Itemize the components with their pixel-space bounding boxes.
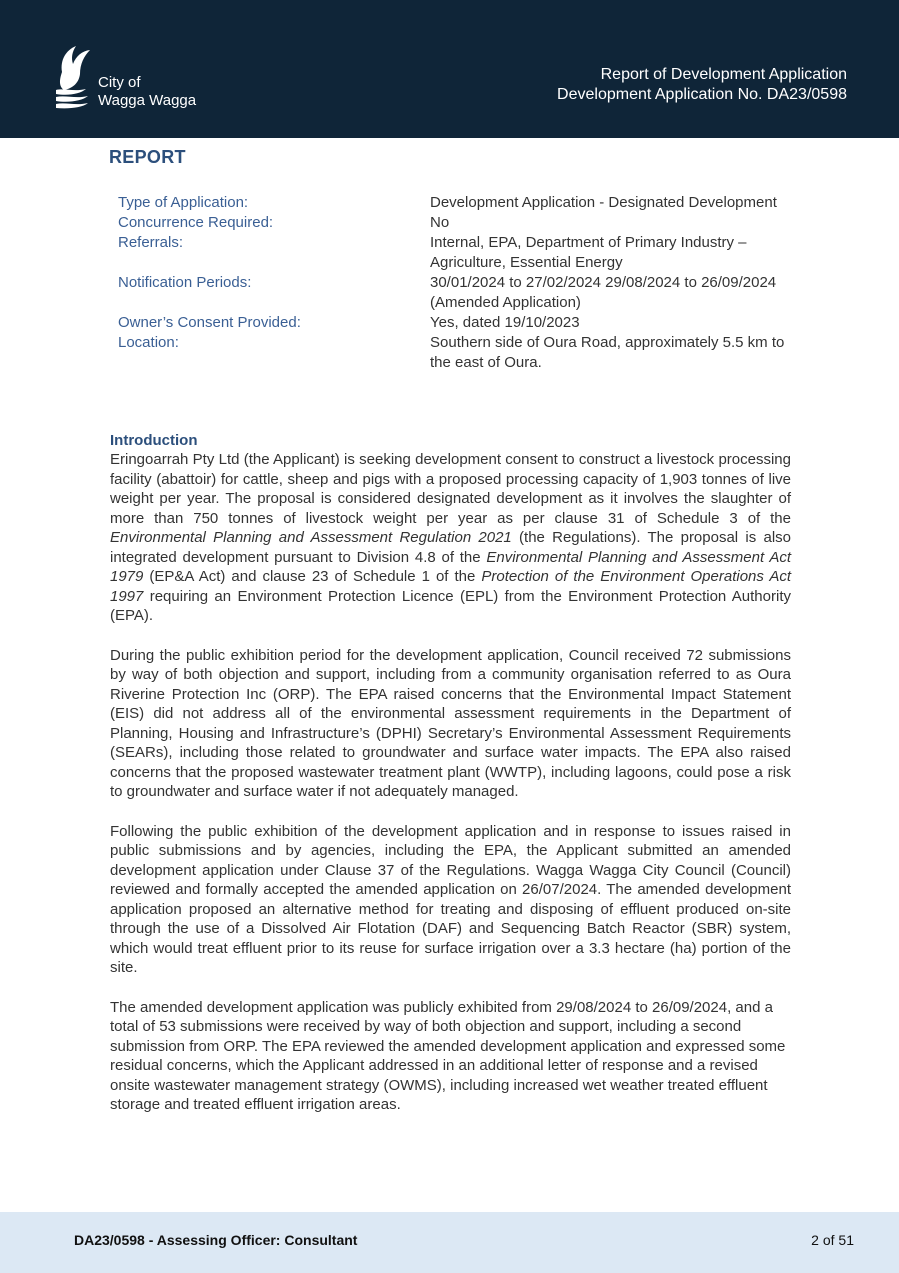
header-title-line-2: Development Application No. DA23/0598	[557, 86, 847, 103]
report-title: REPORT	[109, 147, 186, 167]
header-title-line-1: Report of Development Application	[600, 66, 847, 83]
paragraph-3: Following the public exhibition of the development application and in response to issues raised in public submissions and by agencies, including the EPA, the Applicant submitted an amended development application under Clause 37 of the Regulations. Wagga Wagga City Council (Council) reviewed and formally accepted the amended application on 26/07/2024. The amended development application proposed an alternative method for treating and disposing of effluent produced on-site through the use of a Dissolved Air Flotation (DAF) and Sequencing Batch Reactor (SBR) system, which would treat effluent prior to its reuse for surface irrigation over a 3.3 hectare (ha) portion of the site.	[110, 822, 791, 976]
logo-line-1: City of	[98, 74, 141, 91]
bird-logo-icon	[52, 42, 94, 110]
paragraph-2: During the public exhibition period for the development application, Council received 72 submissions by way of both objection and support, including from a community organisation referred to as Oura Riverine Protection Inc (ORP). The EPA raised concerns that the Environmental Impact Statement (EIS) did not address all of the environmental assessment requirements in the Department of Planning, Housing and Infrastructure’s (DPHI) Secretary’s Environmental Assessment Requirements (SEARs), including those related to groundwater and surface water impacts. The EPA also raised concerns that the proposed wastewater treatment plant (WWTP), including lagoons, could pose a risk to groundwater and surface water if not adequately managed.	[110, 646, 791, 800]
detail-value: No	[430, 214, 450, 231]
footer-reference: DA23/0598 - Assessing Officer: Consultant	[74, 1232, 358, 1248]
detail-value: Development Application - Designated Development	[430, 194, 777, 211]
detail-label: Concurrence Required:	[118, 214, 274, 231]
detail-row-concurrence	[118, 213, 798, 233]
introduction-heading: Introduction	[110, 432, 198, 449]
detail-label: Referrals:	[118, 234, 184, 251]
act-citation: Protection of the Environment Operations Act 1997	[110, 568, 792, 605]
paragraph-text: (the Regulations). The proposal is also integrated development pursuant to Division 4.8 of the	[110, 529, 791, 566]
detail-value: Yes, dated 19/10/2023	[430, 314, 580, 331]
paragraph-text: requiring an Environment Protection Licence (EPL) from the Environment Protection Authority (EPA).	[110, 587, 791, 624]
detail-label: Location:	[118, 334, 179, 351]
detail-label: Type of Application:	[118, 194, 249, 211]
header-title	[557, 65, 847, 105]
detail-value: Southern side of Oura Road, approximately 5.5 km to the east of Oura.	[430, 334, 785, 371]
detail-row-referrals	[118, 233, 798, 273]
detail-label: Owner’s Consent Provided:	[118, 314, 301, 331]
page-footer	[0, 1212, 899, 1273]
detail-row-type	[118, 193, 798, 213]
act-citation: Environmental Planning and Assessment Act 1979	[110, 548, 791, 585]
logo-text	[98, 74, 196, 110]
detail-row-notification	[118, 273, 798, 313]
detail-row-consent	[118, 313, 798, 333]
detail-value: 30/01/2024 to 27/02/2024 29/08/2024 to 26/09/2024 (Amended Application)	[430, 274, 777, 311]
regulation-citation: Environmental Planning and Assessment Regulation 2021	[110, 529, 512, 546]
logo-line-2: Wagga Wagga	[98, 92, 197, 109]
paragraph-1	[110, 450, 791, 626]
page-header	[0, 0, 899, 138]
paragraph-text: Eringoarrah Pty Ltd (the Applicant) is seeking development consent to construct a livestock processing facility (abattoir) for cattle, sheep and pigs with a proposed processing capacity of 1,903 tonnes of live weight per year. The proposal is considered designated development as it involves the slaughter of more than 750 tonnes of livestock weight per year as per clause 31 of Schedule 3 of the	[110, 451, 791, 527]
application-details	[118, 193, 798, 373]
report-body	[110, 431, 791, 1135]
detail-value: Internal, EPA, Department of Primary Industry – Agriculture, Essential Energy	[430, 234, 747, 271]
page-number: 2 of 51	[811, 1232, 854, 1248]
detail-row-location	[118, 333, 798, 373]
city-logo	[52, 42, 212, 112]
paragraph-text: (EP&A Act) and clause 23 of Schedule 1 of the	[143, 568, 482, 585]
paragraph-4: The amended development application was publicly exhibited from 29/08/2024 to 26/09/2024, and a total of 53 submissions were received by way of both objection and support, including a second submission from ORP. The EPA reviewed the amended development application and expressed some residual concerns, which the Applicant addressed in an additional letter of response and a revised onsite wastewater management strategy (OWMS), including increased wet weather treated effluent storage and treated effluent irrigation areas.	[110, 998, 786, 1113]
detail-label: Notification Periods:	[118, 274, 252, 291]
